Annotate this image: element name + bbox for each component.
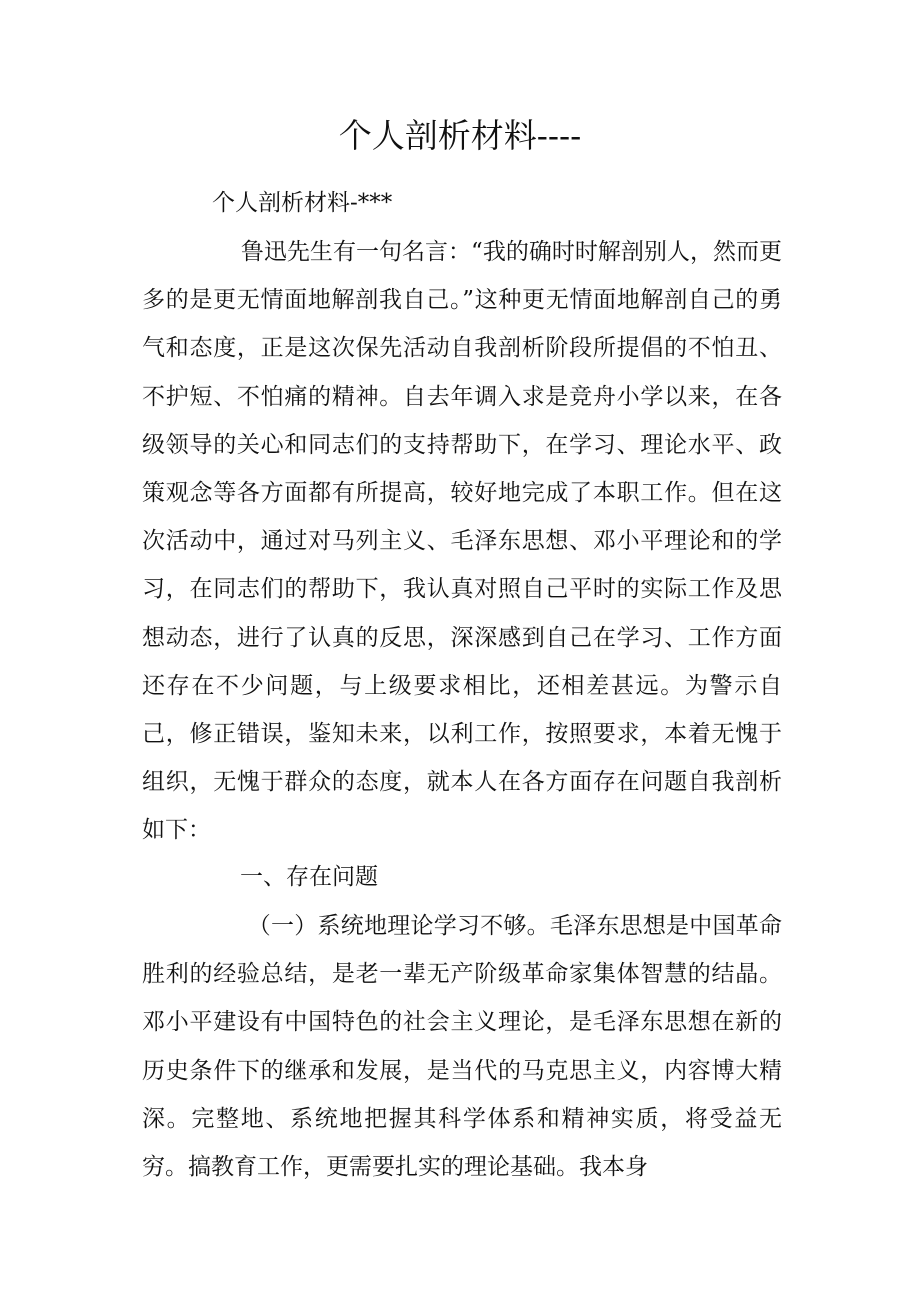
- document-subtitle: 个人剖析材料-***: [212, 190, 393, 216]
- paragraph-problem-1: （一）系统地理论学习不够。毛泽东思想是中国革命胜利的经验总结，是老一辈无产阶级革命家集体智慧的结晶。邓小平建设有中国特色的社会主义理论，是毛泽东思想在新的历史条件下的继承和发展，是当代的马克思主义，内容博大精深。完整地、系统地把握其科学体系和精神实质，将受益无穷。搞教育工作，更需要扎实的理论基础。我本身: [142, 913, 782, 1181]
- section-heading: 一、存在问题: [240, 864, 378, 890]
- paragraph-intro: 鲁迅先生有一句名言：“我的确时时解剖别人，然而更多的是更无情面地解剖我自己。”这种更无情面地解剖自己的勇气和态度，正是这次保先活动自我剖析阶段所提倡的不怕丑、不护短、不怕痛的精神。自去年调入求是竞舟小学以来，在各级领导的关心和同志们的支持帮助下，在学习、理论水平、政策观念等各方面都有所提高，较好地完成了本职工作。但在这次活动中，通过对马列主义、毛泽东思想、邓小平理论和的学习，在同志们的帮助下，我认真对照自己平时的实际工作及思想动态，进行了认真的反思，深深感到自己在学习、工作方面还存在不少问题，与上级要求相比，还相差甚远。为警示自己，修正错误，鉴知未来，以利工作，按照要求，本着无愧于组织，无愧于群众的态度，就本人在各方面存在问题自我剖析如下：: [142, 239, 782, 844]
- document-title: 个人剖析材料----: [338, 116, 582, 155]
